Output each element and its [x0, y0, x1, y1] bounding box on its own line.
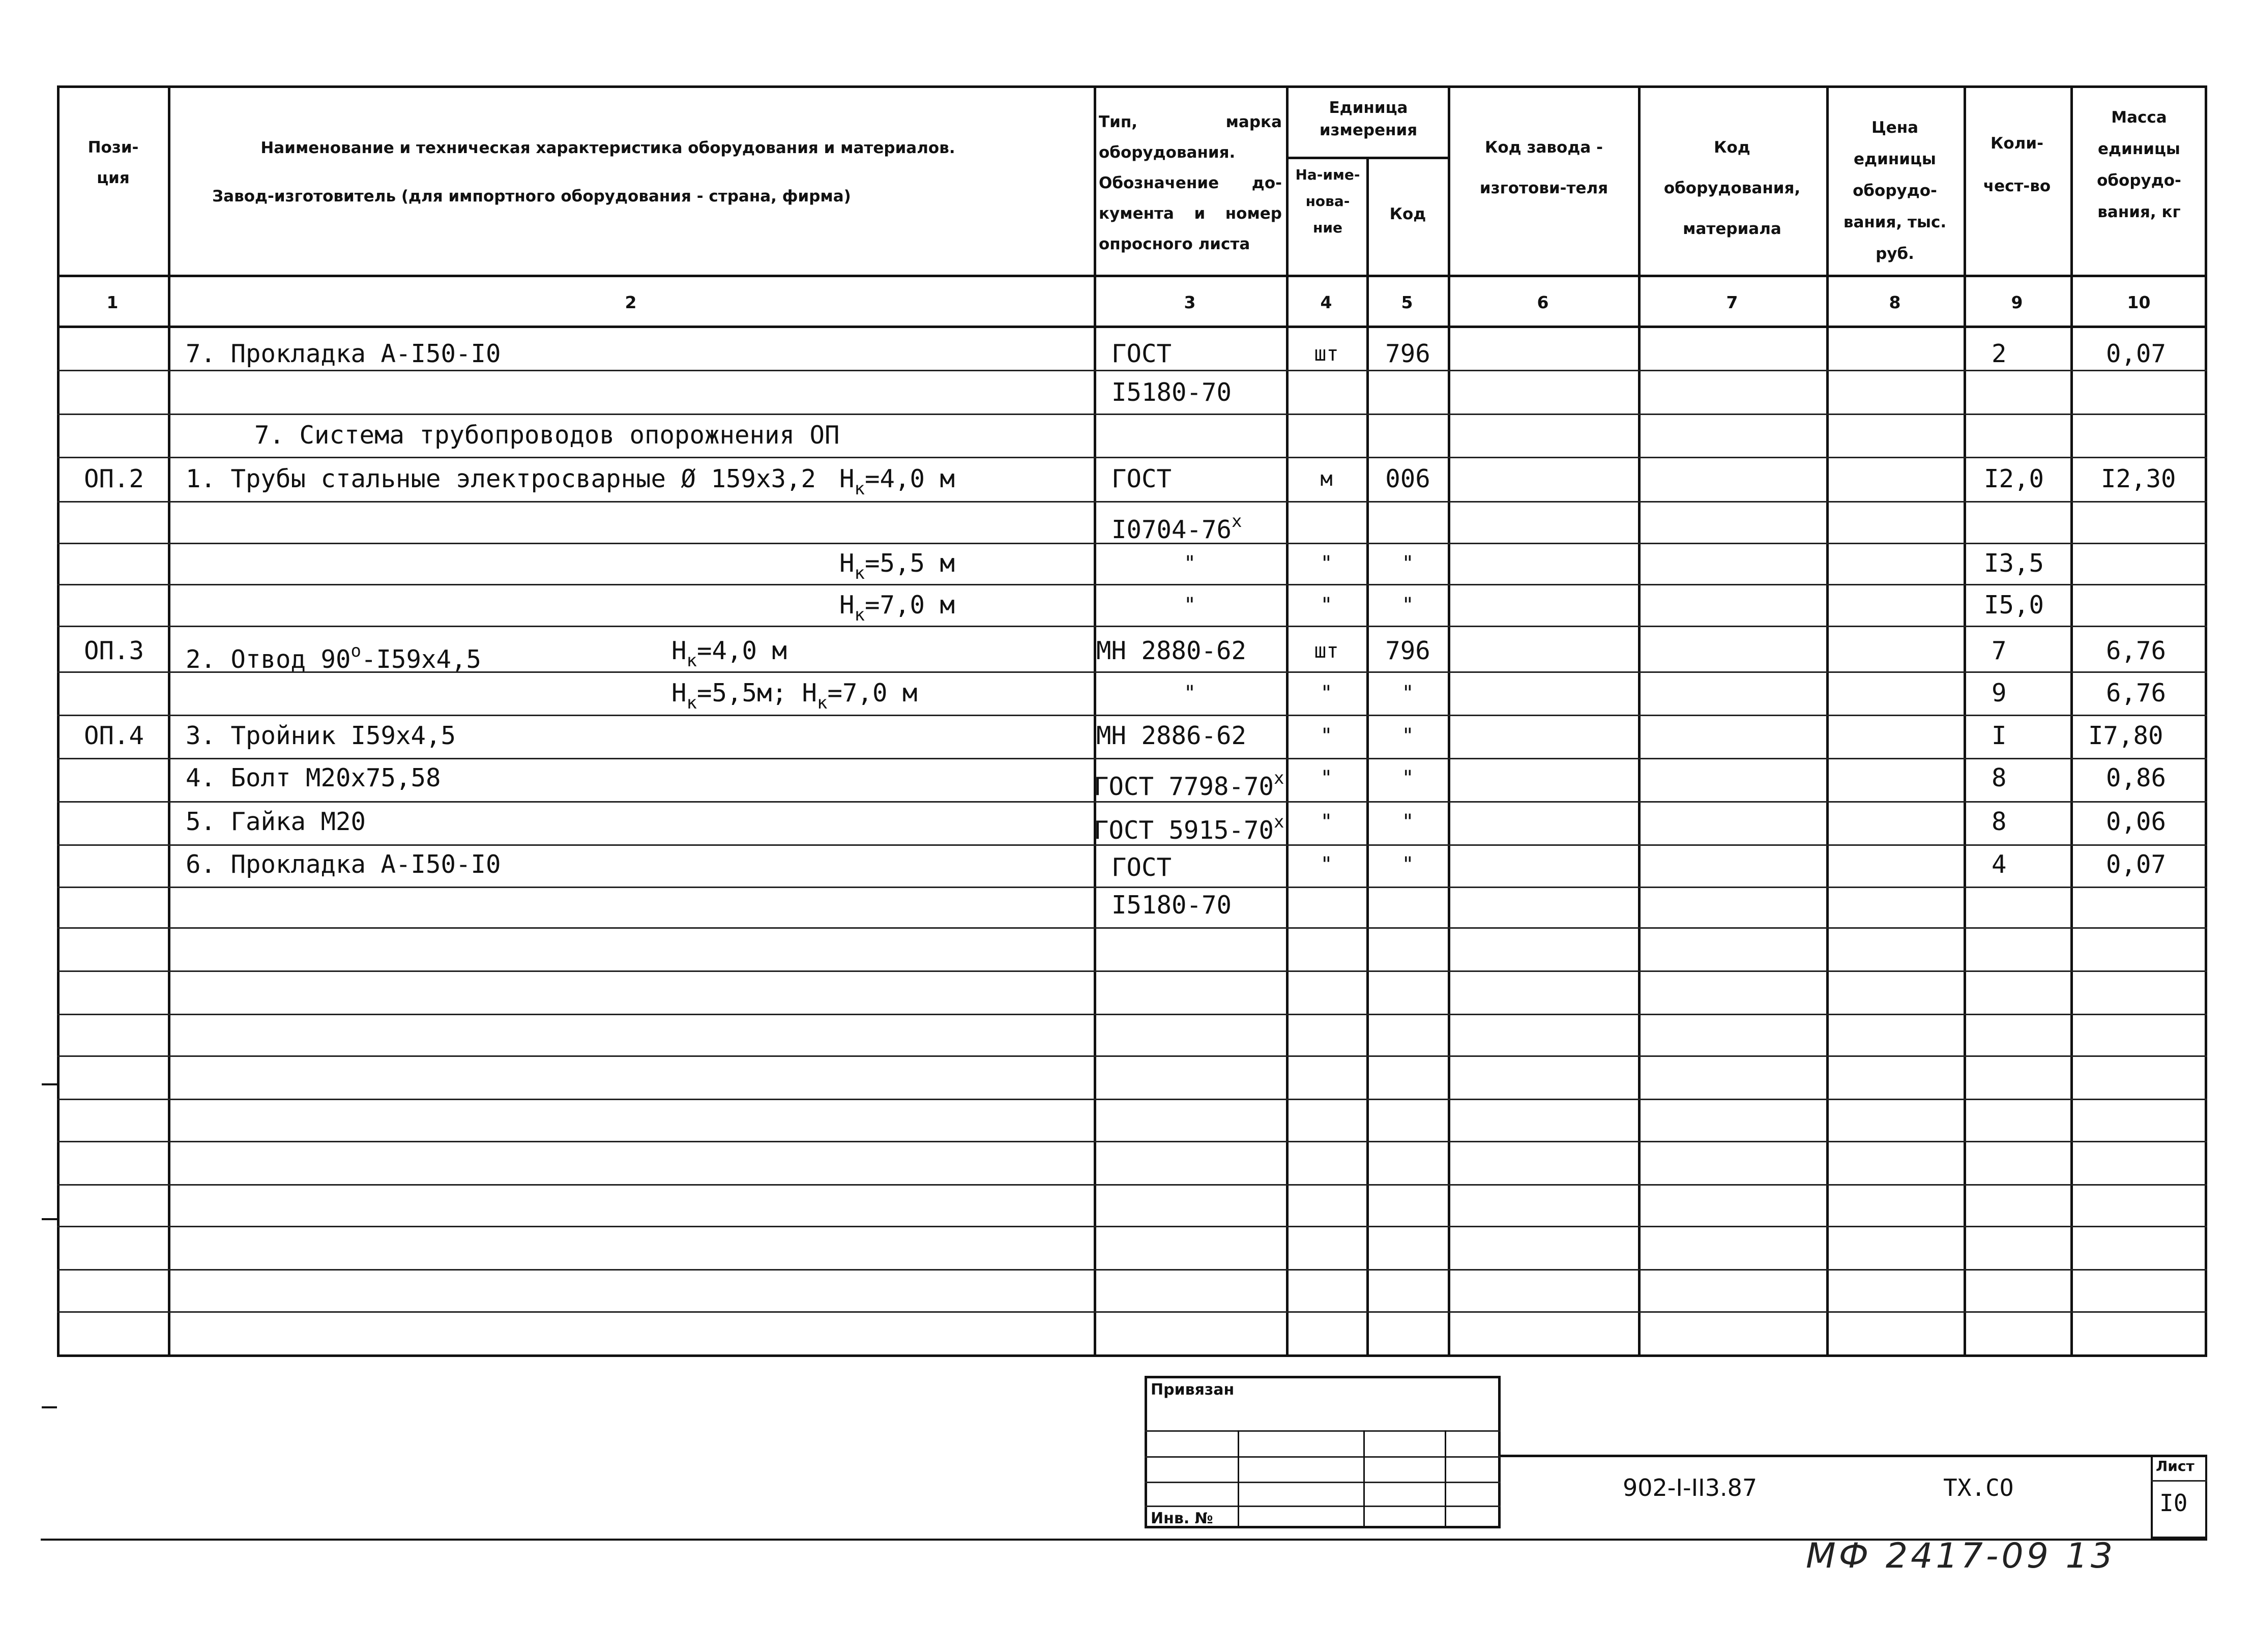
- item-unit-code: ": [1401, 594, 1414, 617]
- edge-tick: [42, 1406, 57, 1408]
- row-line: [57, 1055, 2207, 1057]
- item-unit: ": [1320, 853, 1333, 876]
- row-line: [57, 1269, 2207, 1271]
- item-unit-code: 006: [1385, 464, 1430, 493]
- item-type: ": [1183, 682, 1196, 705]
- item-unit: м: [1320, 467, 1333, 491]
- item-mass: 0,07: [2106, 339, 2167, 368]
- item-unit: шт: [1314, 639, 1339, 663]
- row-line: [57, 927, 2207, 929]
- archive-number-handwritten: МФ 2417-09 13: [1806, 1536, 2116, 1576]
- stamp-divider: [1445, 1430, 1446, 1527]
- item-type: ": [1183, 552, 1196, 575]
- col-number: 8: [1889, 292, 1901, 312]
- item-unit-code: ": [1401, 724, 1414, 748]
- item-type: ГОСТ 5915-70$^x$: [1094, 812, 1284, 845]
- col-number: 7: [1726, 292, 1738, 312]
- col-number: 9: [2011, 292, 2023, 312]
- stamp-line: [1145, 1482, 1501, 1483]
- row-line: [57, 1311, 2207, 1313]
- header-mass: Масса единицы оборудо-вания, кг: [2097, 108, 2181, 221]
- item-unit-code: ": [1401, 552, 1414, 575]
- item-quantity: I3,5: [1984, 549, 2044, 578]
- item-position: ОП.2: [84, 464, 144, 493]
- sheet-number: I0: [2159, 1489, 2188, 1517]
- edge-tick: [42, 1218, 57, 1220]
- header-plant-code: Код завода - изготови-теля: [1479, 138, 1608, 197]
- col-divider: [1366, 157, 1369, 1354]
- col-number: 6: [1537, 292, 1549, 312]
- item-type: ГОСТ: [1111, 339, 1172, 368]
- item-unit-code: 796: [1385, 636, 1430, 665]
- item-type: ГОСТ: [1111, 464, 1172, 493]
- item-unit: ": [1320, 724, 1333, 748]
- item-type: ГОСТ: [1111, 853, 1172, 882]
- item-name: 6. Прокладка А-I50-I0: [186, 850, 501, 879]
- stamp-bound-label: Привязан: [1151, 1381, 1235, 1399]
- item-height: $Н_к=4,0$ м: [839, 464, 955, 499]
- sheet-label-line: [2151, 1480, 2207, 1482]
- item-quantity: 2: [1992, 339, 2007, 368]
- doc-number: 902-I-II3.87: [1623, 1474, 1758, 1501]
- stamp-line: [1145, 1430, 1501, 1432]
- item-quantity: 8: [1992, 763, 2007, 792]
- item-quantity: I2,0: [1984, 464, 2044, 493]
- header-name-line1: Наименование и техническая характеристика оборудования и материалов.: [260, 139, 955, 157]
- header-bottom-line: [57, 275, 2207, 277]
- item-quantity: I: [1992, 721, 2007, 750]
- stamp-divider: [1238, 1430, 1239, 1527]
- unit-group-line: [1286, 157, 1448, 159]
- item-unit: ": [1320, 552, 1333, 575]
- item-mass: 0,86: [2106, 763, 2167, 792]
- col-number: 4: [1320, 292, 1332, 312]
- item-quantity: 7: [1992, 636, 2007, 665]
- header-position: Пози- ция: [87, 138, 139, 187]
- header-quantity: Коли-чест-во: [1983, 134, 2051, 195]
- row-line: [57, 1226, 2207, 1227]
- header-unit-group: Единица измерения: [1319, 99, 1418, 139]
- header-material-code: Код оборудования, материала: [1663, 138, 1801, 238]
- item-type: ГОСТ 7798-70$^x$: [1094, 768, 1284, 801]
- item-unit: ": [1320, 594, 1333, 617]
- item-unit-code: ": [1401, 766, 1414, 790]
- row-line: [57, 1141, 2207, 1142]
- col-number: 1: [106, 292, 119, 312]
- item-unit: ": [1320, 766, 1333, 790]
- section-title: 7. Система трубопроводов опорожнения ОП: [254, 421, 840, 450]
- item-name: 7. Прокладка А-I50-I0: [186, 339, 501, 368]
- col-number: 5: [1401, 292, 1413, 312]
- col-number: 10: [2127, 292, 2151, 312]
- item-mass: 6,76: [2106, 636, 2167, 665]
- sheet-label: Лист: [2156, 1458, 2195, 1474]
- header-price: Цена единицы оборудо-вания, тыс. руб.: [1843, 119, 1947, 263]
- item-unit-code: ": [1401, 810, 1414, 834]
- item-height: $Н_к=5,5$ м: [839, 549, 955, 583]
- row-line: [57, 1184, 2207, 1186]
- item-unit-code: ": [1401, 853, 1414, 876]
- stamp-inv-label: Инв. №: [1151, 1510, 1213, 1527]
- item-height: $Н_к=4,0$ м: [671, 636, 787, 671]
- item-name: 1. Трубы стальные электросварные Ø 159х3,2: [186, 464, 816, 493]
- item-height: $Н_к=5,5м$; $Н_к=7,0$ м: [671, 678, 918, 713]
- item-type: I5180-70: [1111, 891, 1232, 920]
- item-mass: 0,07: [2106, 850, 2167, 879]
- item-position: ОП.4: [84, 721, 144, 750]
- row-line: [57, 758, 2207, 759]
- stamp-line: [1145, 1506, 1501, 1507]
- row-line: [57, 370, 2207, 371]
- col-number: 2: [625, 292, 637, 312]
- header-name-line2: Завод-изготовитель (для импортного оборудования - страна, фирма): [212, 187, 851, 205]
- item-mass: I2,30: [2101, 464, 2176, 493]
- stamp-divider: [1363, 1430, 1365, 1527]
- edge-tick: [42, 1083, 57, 1085]
- item-name: 2. Отвод $90^о-I59х4,5$: [186, 641, 482, 674]
- header-unit-name: На-име-нова-ние: [1295, 166, 1360, 236]
- stamp-line: [1145, 1456, 1501, 1458]
- item-type: I5180-70: [1111, 378, 1232, 407]
- item-mass: 0,06: [2106, 807, 2167, 836]
- stamp-top-line: [1501, 1455, 2207, 1457]
- item-unit: ": [1320, 810, 1333, 834]
- header-unit-code: Код: [1389, 205, 1426, 223]
- row-line: [57, 457, 2207, 458]
- row-line: [57, 1014, 2207, 1015]
- doc-code: ТХ.СО: [1943, 1474, 2014, 1501]
- item-position: ОП.3: [84, 636, 144, 665]
- row-line: [57, 715, 2207, 716]
- numbers-bottom-line: [57, 326, 2207, 328]
- item-mass: I7,80: [2088, 721, 2163, 750]
- item-type: I0704-76$^x$: [1111, 511, 1242, 544]
- row-line: [57, 626, 2207, 627]
- row-line: [57, 970, 2207, 972]
- item-unit: ": [1320, 682, 1333, 705]
- item-name: 3. Тройник I59х4,5: [186, 721, 456, 750]
- item-type: МН 2886-62: [1096, 721, 1247, 750]
- item-name: 5. Гайка М20: [186, 807, 366, 836]
- col-number: 3: [1184, 292, 1196, 312]
- row-line: [57, 414, 2207, 415]
- item-type: МН 2880-62: [1096, 636, 1247, 665]
- item-quantity: I5,0: [1984, 591, 2044, 620]
- row-line: [57, 887, 2207, 888]
- header-type: Тип, марка оборудования. Обозначение до-кумента и номер опросного листа: [1099, 113, 1282, 253]
- item-unit-code: ": [1401, 682, 1414, 705]
- row-line: [57, 584, 2207, 585]
- item-quantity: 9: [1992, 678, 2007, 707]
- item-type: ": [1183, 594, 1196, 617]
- item-height: $Н_к=7,0$ м: [839, 591, 955, 625]
- item-unit-code: 796: [1385, 339, 1430, 368]
- item-name: 4. Болт М20х75,58: [186, 763, 441, 792]
- item-unit: шт: [1314, 342, 1339, 366]
- item-quantity: 4: [1992, 850, 2007, 879]
- row-line: [57, 1099, 2207, 1100]
- item-mass: 6,76: [2106, 678, 2167, 707]
- row-line: [57, 501, 2207, 503]
- item-quantity: 8: [1992, 807, 2007, 836]
